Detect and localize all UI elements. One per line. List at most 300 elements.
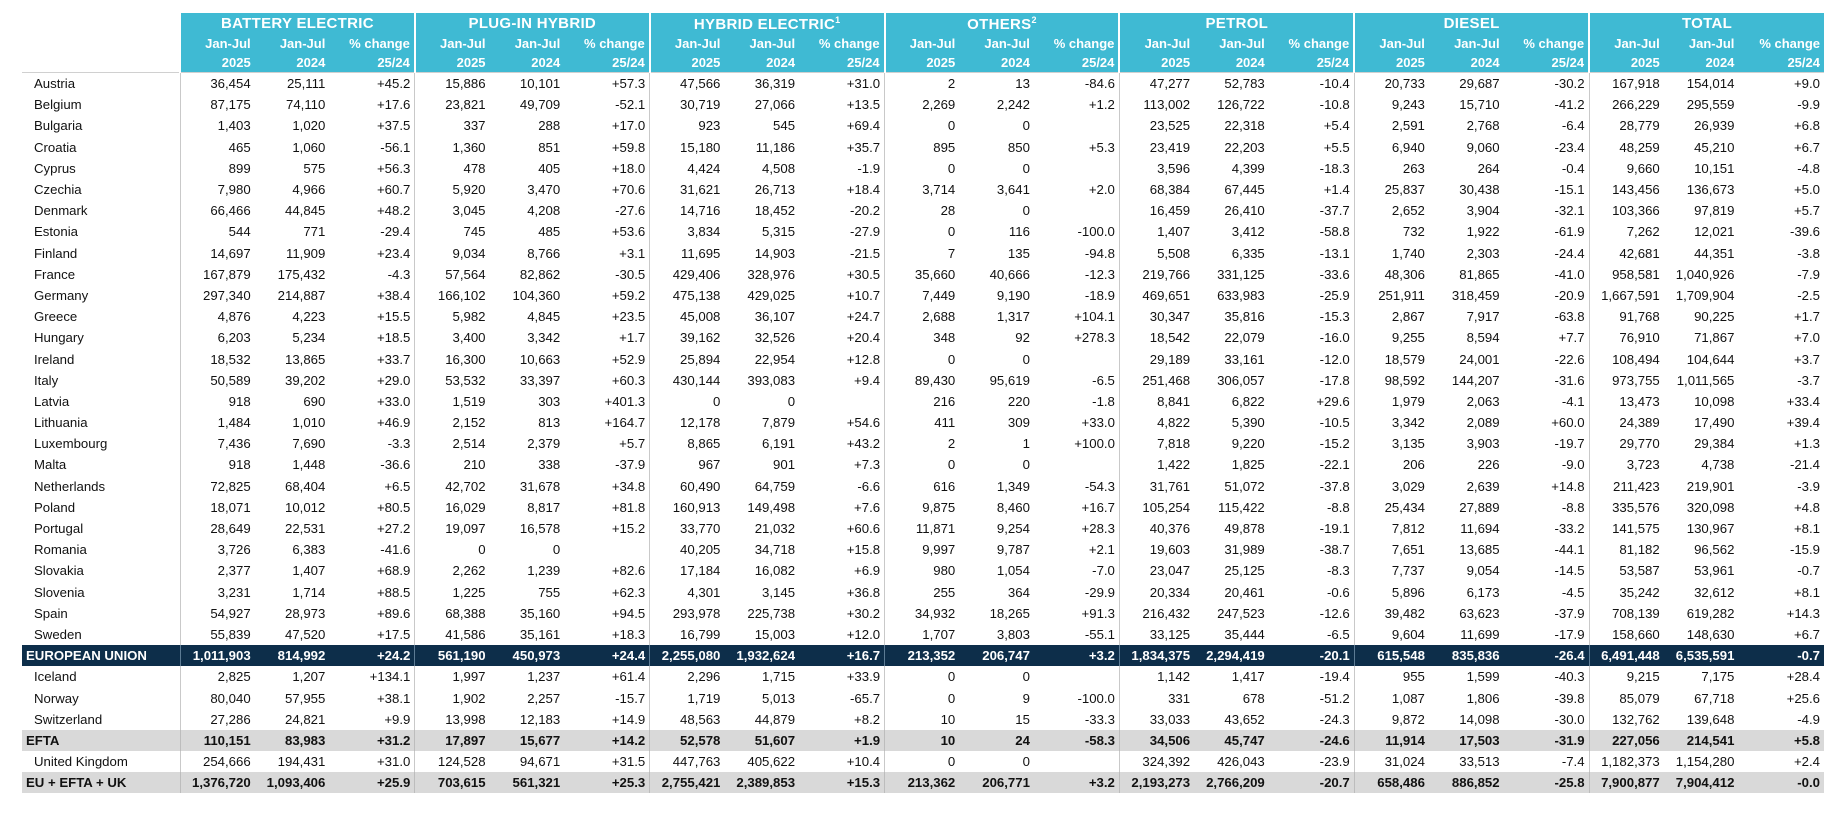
percent-change-cell: -9.9	[1797, 97, 1820, 113]
column-subheader: % change	[1504, 34, 1589, 53]
registrations-cell: 1,740	[1354, 243, 1429, 264]
percent-change-cell: +4.8	[1793, 499, 1820, 515]
registrations-cell: 6,535,591	[1664, 645, 1739, 666]
registrations-cell: 263	[1354, 158, 1429, 179]
percent-change-cell: -33.6	[1319, 266, 1350, 282]
registrations-cell: 4,208	[527, 203, 561, 219]
percent-change-cell: -10.8	[1319, 97, 1350, 113]
country-row	[22, 285, 1824, 306]
registrations-cell: 1,317	[996, 309, 1030, 325]
column-subheader: 2024	[255, 53, 330, 73]
registrations-cell: 2,262	[415, 560, 490, 581]
country-name: Netherlands	[34, 478, 106, 494]
registrations-cell: 8,594	[1466, 330, 1500, 346]
country-row	[22, 179, 1824, 200]
percent-change-cell: -25.9	[1319, 287, 1350, 303]
percent-change-cell: -55.1	[1084, 626, 1115, 642]
registrations-cell: 144,207	[1451, 372, 1500, 388]
country-name: Italy	[34, 372, 59, 388]
percent-change-cell: -4.9	[1797, 711, 1820, 727]
percent-change-cell: -18.9	[1084, 287, 1115, 303]
registrations-cell: 213,352	[885, 645, 960, 666]
registrations-cell: 226	[1477, 457, 1500, 473]
registrations-cell: 4,845	[527, 309, 561, 325]
registrations-cell: 141,575	[1589, 518, 1664, 539]
registrations-cell: 3,400	[415, 327, 490, 348]
registrations-cell: 1,403	[180, 115, 255, 136]
registrations-cell: 81,182	[1589, 539, 1664, 560]
registrations-cell: 23,047	[1119, 560, 1194, 581]
country-row	[22, 73, 1824, 95]
country-name: Germany	[34, 287, 89, 303]
column-subheader: Jan-Jul	[180, 34, 255, 53]
percent-change-cell: -21.4	[1789, 457, 1820, 473]
registrations-cell: 309	[1007, 415, 1030, 431]
registrations-cell: 2,255,080	[650, 645, 725, 666]
registrations-cell: 214,887	[277, 287, 326, 303]
registrations-cell: 658,486	[1354, 772, 1429, 793]
percent-change-cell: +62.3	[611, 584, 646, 600]
registrations-cell: 633,983	[1217, 287, 1265, 303]
registrations-cell: 3,803	[996, 626, 1030, 642]
registrations-cell: 430,144	[650, 370, 725, 391]
country-row	[22, 158, 1824, 179]
registrations-cell: 225,738	[747, 605, 796, 621]
registrations-cell: 22,531	[285, 521, 326, 537]
registrations-cell: 338	[538, 457, 561, 473]
registrations-cell: 1,225	[415, 582, 490, 603]
registrations-cell: 9,872	[1354, 709, 1429, 730]
country-row	[22, 306, 1824, 327]
registrations-cell: 3,342	[527, 330, 561, 346]
registrations-cell: 0	[787, 393, 796, 409]
registrations-cell: 918	[180, 454, 255, 475]
registrations-cell: 23,821	[415, 94, 490, 115]
column-subheader: 2024	[959, 53, 1034, 73]
registrations-cell: 33,770	[650, 518, 725, 539]
percent-change-cell: +31.0	[799, 73, 885, 95]
registrations-cell: 41,586	[415, 624, 490, 645]
registrations-cell: 143,456	[1589, 179, 1664, 200]
registrations-cell: 2,688	[885, 306, 960, 327]
percent-change-cell: -29.4	[380, 224, 411, 240]
country-row	[22, 751, 1824, 772]
registrations-cell: 450,973	[490, 645, 565, 666]
registrations-cell: 2,242	[996, 97, 1030, 113]
registrations-cell: 35,242	[1589, 582, 1664, 603]
registrations-cell: 210	[415, 454, 490, 475]
registrations-cell: 7,651	[1354, 539, 1429, 560]
percent-change-cell: -41.2	[1554, 97, 1585, 113]
percent-change-cell: -18.3	[1319, 160, 1350, 176]
registrations-cell: 2	[885, 73, 960, 95]
country-row	[22, 94, 1824, 115]
registrations-cell: 9,660	[1589, 158, 1664, 179]
country-name: Ireland	[34, 351, 75, 367]
column-subheader: % change	[1738, 34, 1824, 53]
country-row	[22, 454, 1824, 475]
registrations-cell: 1,417	[1231, 669, 1265, 685]
column-subheader: 2025	[180, 53, 255, 73]
percent-change-cell: -0.7	[1797, 563, 1820, 579]
percent-change-cell: +5.8	[1738, 730, 1824, 751]
percent-change-cell: +59.8	[611, 139, 646, 155]
registrations-cell: 18,265	[989, 605, 1030, 621]
registrations-cell: 1,667,591	[1589, 285, 1664, 306]
percent-change-cell: -61.9	[1554, 224, 1585, 240]
registrations-cell: 303	[538, 393, 561, 409]
percent-change-cell: +24.2	[329, 645, 415, 666]
registrations-cell: 405	[538, 160, 561, 176]
column-subheader: 25/24	[1504, 53, 1589, 73]
registrations-cell: 20,733	[1354, 73, 1429, 95]
percent-change-cell: +23.5	[611, 309, 646, 325]
percent-change-cell: +7.6	[854, 499, 881, 515]
registrations-cell: 3,714	[885, 179, 960, 200]
percent-change-cell: -31.9	[1504, 730, 1589, 751]
registrations-cell: 1,239	[527, 563, 561, 579]
registrations-cell: 87,175	[180, 94, 255, 115]
registrations-cell: 9,997	[885, 539, 960, 560]
percent-change-cell: -20.9	[1554, 287, 1585, 303]
registrations-cell: 175,432	[277, 266, 326, 282]
registrations-table	[22, 13, 1824, 793]
percent-change-cell: +18.4	[846, 182, 881, 198]
registrations-cell: 18,071	[180, 497, 255, 518]
country-name: Croatia	[34, 139, 77, 155]
registrations-cell: 2,296	[650, 666, 725, 687]
percent-change-cell: -1.9	[857, 160, 881, 176]
registrations-cell: 835,836	[1429, 645, 1504, 666]
percent-change-cell: +57.3	[564, 73, 650, 95]
registrations-cell: 1,142	[1119, 666, 1194, 687]
registrations-cell: 23,419	[1119, 137, 1194, 158]
percent-change-cell: +88.5	[376, 584, 411, 600]
registrations-cell: 40,376	[1119, 518, 1194, 539]
percent-change-cell: -7.9	[1797, 266, 1820, 282]
column-subheader: % change	[799, 34, 885, 53]
country-name: EFTA	[22, 730, 180, 751]
registrations-cell: 813	[538, 415, 561, 431]
registrations-cell: 1,376,720	[180, 772, 255, 793]
registrations-cell: 5,896	[1354, 582, 1429, 603]
registrations-cell: 68,388	[415, 603, 490, 624]
registrations-cell: 11,914	[1354, 730, 1429, 751]
percent-change-cell: +33.4	[1786, 393, 1820, 409]
registrations-cell: 96,562	[1694, 542, 1735, 558]
percent-change-cell: -41.0	[1554, 266, 1585, 282]
registrations-cell: 18,452	[754, 203, 796, 219]
registrations-cell: 2,755,421	[650, 772, 725, 793]
registrations-cell: 44,351	[1694, 245, 1735, 261]
country-name: Poland	[34, 499, 76, 515]
percent-change-cell: -65.7	[850, 690, 881, 706]
column-subheader: 2024	[1194, 53, 1269, 73]
column-subheader: Jan-Jul	[490, 34, 565, 53]
registrations-cell: 8,460	[996, 499, 1030, 515]
percent-change-cell: -38.7	[1319, 542, 1350, 558]
percent-change-cell	[799, 391, 885, 412]
registrations-cell: 1,060	[292, 139, 326, 155]
column-subheader: Jan-Jul	[650, 34, 725, 53]
registrations-cell: 132,762	[1589, 709, 1664, 730]
percent-change-cell: +29.6	[1316, 393, 1350, 409]
percent-change-cell: -27.9	[850, 224, 881, 240]
registrations-cell: 44,845	[285, 203, 326, 219]
registrations-cell: 36,319	[724, 73, 799, 95]
registrations-cell: 55,839	[180, 624, 255, 645]
group-header	[180, 13, 415, 34]
percent-change-cell: +134.1	[369, 669, 411, 685]
registrations-cell: 335,576	[1589, 497, 1664, 518]
registrations-cell: 4,301	[650, 582, 725, 603]
percent-change-cell: -12.0	[1319, 351, 1350, 367]
percent-change-cell: +59.2	[611, 287, 646, 303]
registrations-cell: 14,716	[650, 200, 725, 221]
percent-change-cell: +6.8	[1793, 118, 1820, 134]
registrations-cell: 16,082	[754, 563, 796, 579]
percent-change-cell: -10.4	[1269, 73, 1354, 95]
registrations-cell: 13,865	[285, 351, 326, 367]
registrations-cell: 2,389,853	[724, 772, 799, 793]
country-name: EU + EFTA + UK	[22, 772, 180, 793]
registrations-cell: 851	[538, 139, 561, 155]
percent-change-cell: -44.1	[1554, 542, 1585, 558]
registrations-cell: 10,012	[285, 499, 326, 515]
registrations-cell: 1,054	[996, 563, 1030, 579]
header-blank-cell	[22, 34, 180, 53]
registrations-cell: 1,407	[292, 563, 326, 579]
registrations-cell: 5,390	[1231, 415, 1265, 431]
registrations-cell: 7	[885, 243, 960, 264]
registrations-cell: 8,865	[650, 433, 725, 454]
registrations-cell: 293,978	[650, 603, 725, 624]
group-header-label: PETROL	[1205, 15, 1269, 32]
registrations-cell: 206,747	[959, 645, 1034, 666]
percent-change-cell: -14.5	[1554, 563, 1585, 579]
registrations-cell: 1,806	[1466, 690, 1500, 706]
registrations-cell: 28,649	[180, 518, 255, 539]
registrations-cell: 3,342	[1354, 412, 1429, 433]
registrations-cell: 98,592	[1354, 370, 1429, 391]
percent-change-cell: +82.6	[611, 563, 646, 579]
percent-change-cell: +16.7	[1081, 499, 1115, 515]
registrations-cell: 899	[180, 158, 255, 179]
registrations-cell: 3,726	[180, 539, 255, 560]
percent-change-cell: -58.3	[1034, 730, 1119, 751]
percent-change-cell: -8.3	[1327, 563, 1350, 579]
group-header-label: DIESEL	[1443, 15, 1500, 32]
registrations-cell: 7,690	[292, 436, 326, 452]
registrations-cell: 9,604	[1354, 624, 1429, 645]
percent-change-cell: +278.3	[1074, 330, 1115, 346]
year-header-row	[22, 53, 1824, 73]
registrations-cell: 15,677	[490, 730, 565, 751]
registrations-cell: 14,903	[754, 245, 796, 261]
header-blank-cell	[22, 53, 180, 73]
registrations-cell: 28,779	[1589, 115, 1664, 136]
registrations-cell: 25,434	[1354, 497, 1429, 518]
country-name: Iceland	[34, 669, 77, 685]
registrations-cell: 36,454	[180, 73, 255, 95]
registrations-cell: 26,410	[1224, 203, 1265, 219]
percent-change-cell: +48.2	[376, 203, 411, 219]
registrations-cell: 227,056	[1589, 730, 1664, 751]
percent-change-cell: -15.3	[1319, 309, 1350, 325]
summary-row-total	[22, 772, 1824, 793]
percent-change-cell: -6.6	[857, 478, 881, 494]
percent-change-cell: -4.8	[1797, 160, 1820, 176]
group-footnote-marker: 1	[835, 14, 841, 25]
registrations-cell: 4,822	[1119, 412, 1194, 433]
column-subheader: Jan-Jul	[1429, 34, 1504, 53]
registrations-cell: 9,060	[1466, 139, 1500, 155]
registrations-cell: 33,033	[1119, 709, 1194, 730]
percent-change-cell: +30.2	[846, 605, 881, 621]
percent-change-cell: +5.3	[1088, 139, 1115, 155]
country-name: Austria	[22, 73, 180, 95]
percent-change-cell: -3.7	[1797, 372, 1820, 388]
registrations-cell: 13,685	[1459, 542, 1500, 558]
registrations-cell: 0	[552, 542, 561, 558]
column-subheader: 2025	[885, 53, 960, 73]
registrations-cell: 81,865	[1459, 266, 1500, 282]
registrations-cell: 4,966	[292, 182, 326, 198]
country-row	[22, 243, 1824, 264]
percent-change-cell: +35.7	[846, 139, 881, 155]
percent-change-cell: -15.2	[1319, 436, 1350, 452]
registrations-cell: 30,347	[1119, 306, 1194, 327]
registrations-cell: 2	[885, 433, 960, 454]
country-name: Lithuania	[34, 415, 88, 431]
percent-change-cell: +17.5	[376, 626, 411, 642]
percent-change-cell: +5.7	[619, 436, 646, 452]
registrations-cell: 29,384	[1694, 436, 1735, 452]
percent-change-cell: -15.9	[1789, 542, 1820, 558]
registrations-cell: 1,997	[415, 666, 490, 687]
registrations-cell: 11,699	[1460, 626, 1500, 642]
percent-change-cell: -32.1	[1554, 203, 1585, 219]
percent-change-cell: -17.8	[1319, 372, 1350, 388]
registrations-cell: 74,110	[285, 97, 326, 113]
registrations-cell: 53,961	[1694, 563, 1735, 579]
registrations-cell: 214,541	[1664, 730, 1739, 751]
registrations-cell: 9,254	[996, 521, 1030, 537]
registrations-cell: 19,603	[1119, 539, 1194, 560]
column-subheader: % change	[564, 34, 650, 53]
registrations-cell: 6,335	[1231, 245, 1265, 261]
percent-change-cell: +1.2	[1088, 97, 1115, 113]
country-name: Bulgaria	[34, 118, 83, 134]
registrations-cell: 1,714	[292, 584, 326, 600]
percent-change-cell: +1.3	[1793, 436, 1820, 452]
percent-change-cell: +16.7	[799, 645, 885, 666]
registrations-cell: 2,591	[1354, 115, 1429, 136]
registrations-cell: 53,532	[415, 370, 490, 391]
registrations-cell: 2,825	[180, 666, 255, 687]
registrations-cell: 9,243	[1354, 94, 1429, 115]
registrations-cell: 16,029	[415, 497, 490, 518]
registrations-cell: 2,514	[415, 433, 490, 454]
registrations-cell: 288	[538, 118, 561, 134]
percent-change-cell: -20.2	[850, 203, 881, 219]
percent-change-cell: +37.5	[376, 118, 411, 134]
percent-change-cell: -84.6	[1034, 73, 1119, 95]
registrations-cell: 49,709	[519, 97, 561, 113]
registrations-cell: 331,125	[1217, 266, 1265, 282]
percent-change-cell: +3.2	[1034, 772, 1119, 793]
registrations-cell: 561,190	[415, 645, 490, 666]
percent-change-cell: +24.4	[564, 645, 650, 666]
column-subheader: 25/24	[564, 53, 650, 73]
registrations-cell: 3,596	[1119, 158, 1194, 179]
percent-change-cell: +10.7	[846, 287, 881, 303]
country-row	[22, 391, 1824, 412]
percent-change-cell: +69.4	[846, 118, 881, 134]
percent-change-cell: +7.3	[854, 457, 881, 473]
registrations-cell: 1,519	[415, 391, 490, 412]
registrations-cell: 32,612	[1694, 584, 1735, 600]
registrations-cell: 35,660	[885, 264, 960, 285]
registrations-cell: 44,879	[754, 711, 796, 727]
registrations-cell: 429,406	[650, 264, 725, 285]
registrations-cell: 9,255	[1354, 327, 1429, 348]
percent-change-cell: +6.9	[854, 563, 881, 579]
registrations-cell: 24,821	[285, 711, 326, 727]
percent-change-cell: -24.6	[1269, 730, 1354, 751]
registrations-cell: 136,673	[1686, 182, 1735, 198]
registrations-cell: 0	[1022, 203, 1030, 219]
percent-change-cell: +5.4	[1323, 118, 1350, 134]
percent-change-cell: +60.6	[846, 521, 881, 537]
registrations-cell: 126,722	[1217, 97, 1265, 113]
percent-change-cell: +61.4	[611, 669, 646, 685]
percent-change-cell	[1034, 115, 1119, 136]
registrations-cell: 331	[1119, 687, 1194, 708]
registrations-cell: 0	[885, 115, 960, 136]
registrations-cell: 33,161	[1224, 351, 1265, 367]
registrations-cell: 6,940	[1354, 137, 1429, 158]
registrations-cell: 14,697	[180, 243, 255, 264]
country-name: Cyprus	[34, 160, 76, 176]
percent-change-cell	[1034, 348, 1119, 369]
registrations-cell: 2,867	[1354, 306, 1429, 327]
registrations-table-container	[22, 13, 1824, 793]
registrations-cell: 2,768	[1466, 118, 1500, 134]
percent-change-cell: +5.0	[1793, 182, 1820, 198]
registrations-cell: 0	[1022, 118, 1030, 134]
percent-change-cell: -100.0	[1077, 690, 1115, 706]
column-subheader: 2025	[1119, 53, 1194, 73]
country-name: Latvia	[34, 393, 70, 409]
registrations-cell: 92	[1015, 330, 1030, 346]
registrations-cell: 36,107	[754, 309, 796, 325]
registrations-cell: 11,694	[1460, 521, 1500, 537]
country-row	[22, 582, 1824, 603]
country-name: Finland	[34, 245, 78, 261]
percent-change-cell: +17.0	[611, 118, 646, 134]
percent-change-cell: +25.9	[329, 772, 415, 793]
percent-change-cell: +38.1	[376, 690, 411, 706]
percent-change-cell: +52.9	[611, 351, 646, 367]
registrations-cell: 3,470	[527, 182, 561, 198]
percent-change-cell: +36.8	[846, 584, 881, 600]
registrations-cell: 615,548	[1354, 645, 1429, 666]
registrations-cell: 544	[180, 221, 255, 242]
registrations-cell: 7,175	[1701, 669, 1735, 685]
registrations-cell: 34,506	[1119, 730, 1194, 751]
registrations-cell: 364	[1007, 584, 1030, 600]
